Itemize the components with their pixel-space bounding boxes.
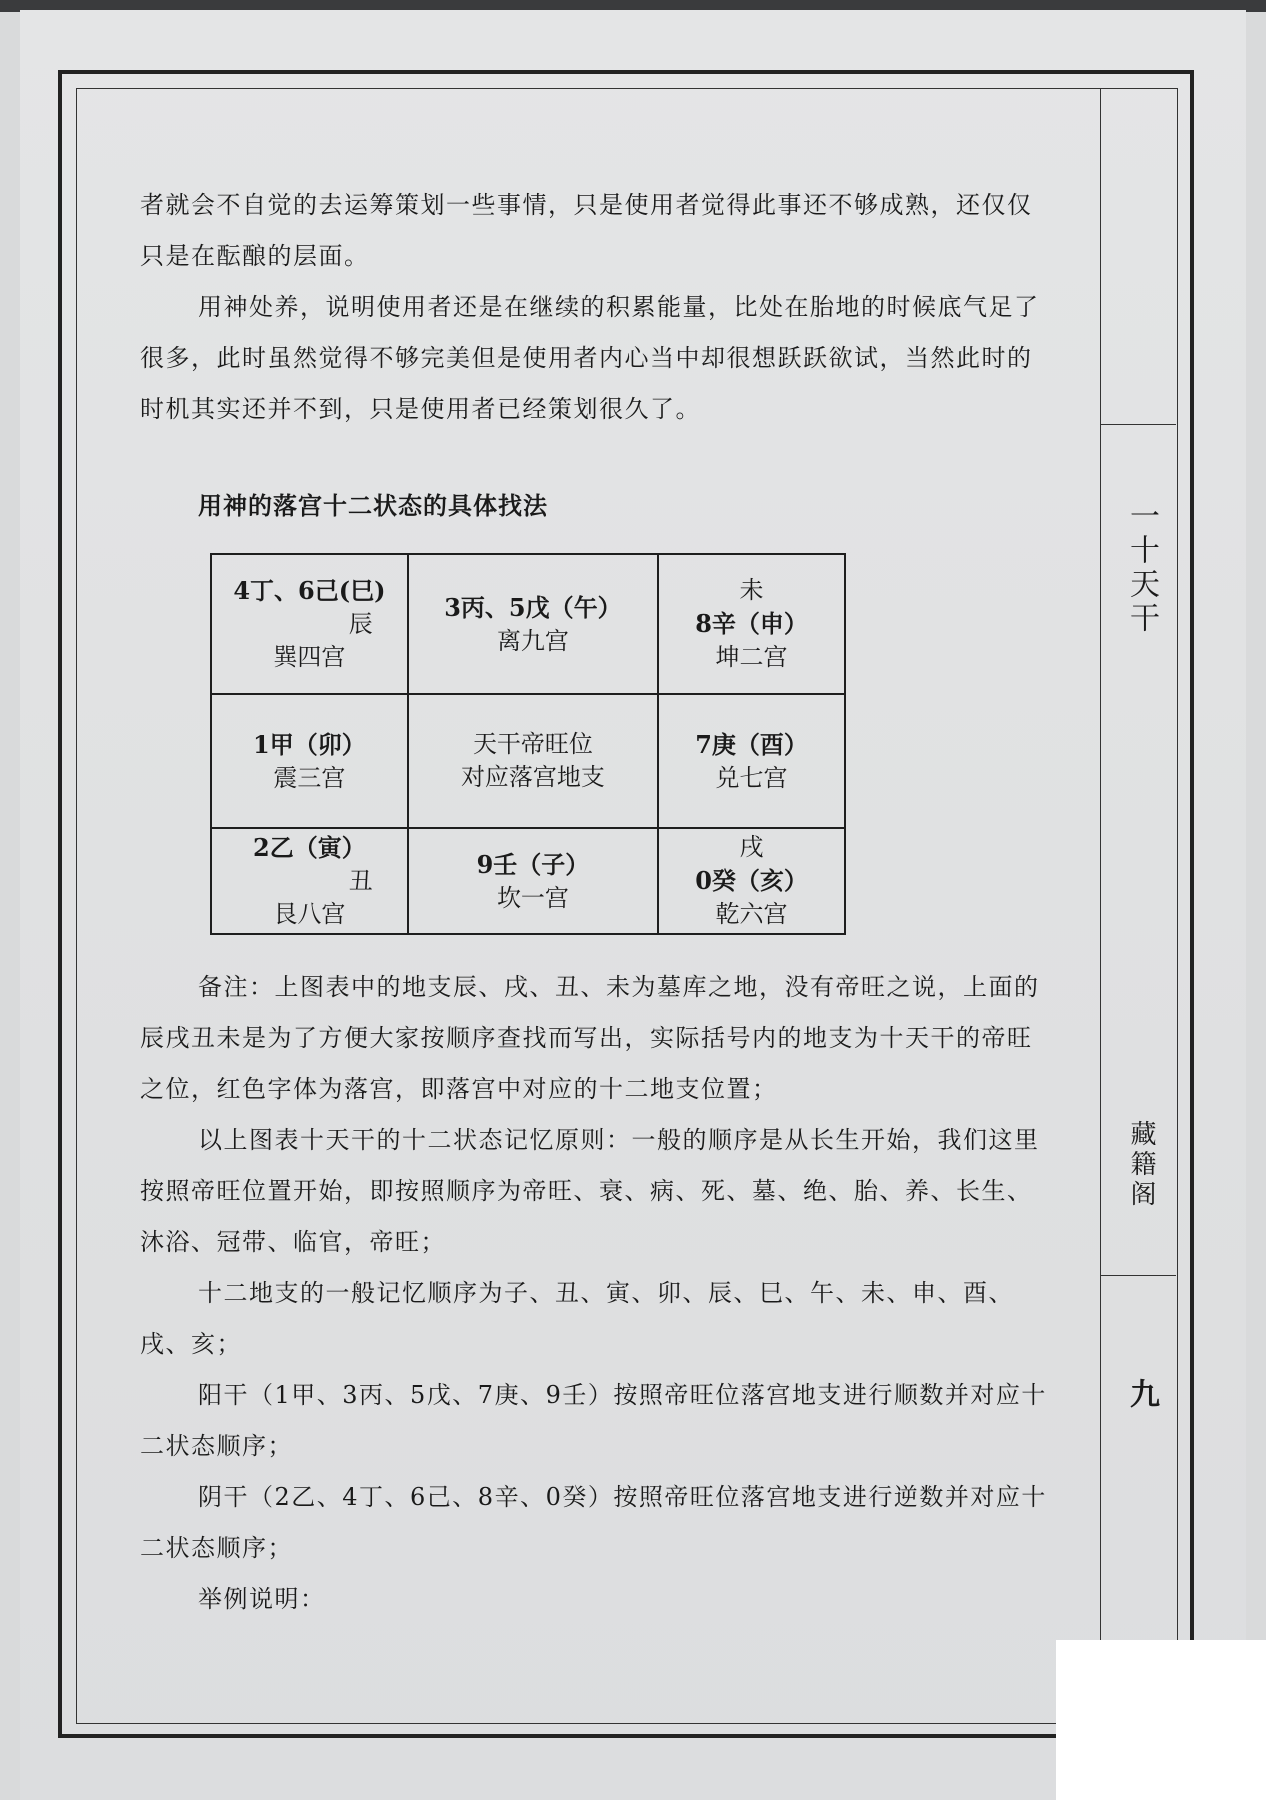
cell-line: 坎一宫 xyxy=(496,883,569,912)
paragraph: 者就会不自觉的去运筹策划一些事情，只是使用者觉得此事还不够成熟，还仅仅只是在酝酿的层面。 xyxy=(140,191,1033,270)
publisher-name: 藏籍阁 xyxy=(1126,1120,1156,1210)
cell-line: 辰 xyxy=(348,610,373,638)
side-column xyxy=(1100,88,1177,1722)
paragraph: 举例说明： xyxy=(198,1585,326,1613)
cell-li-palace xyxy=(408,554,658,694)
cell-line: 兑七宫 xyxy=(715,763,788,792)
chapter-title: 一十天干 xyxy=(1124,500,1159,636)
paragraph: 十二地支的一般记忆顺序为子、丑、寅、卯、辰、巳、午、未、申、酉、戌、亥； xyxy=(140,1279,1014,1358)
cell-qian-palace xyxy=(658,828,845,934)
cell-line: 戌 xyxy=(739,833,764,861)
cell-line: 0癸（亥） xyxy=(695,866,808,895)
cell-line: 天干帝旺位 xyxy=(472,730,593,758)
cell-line: 巽四宫 xyxy=(273,643,346,671)
cell-line: 9壬（子） xyxy=(476,849,590,879)
cell-line: 丑 xyxy=(348,867,373,895)
cell-line: 震三宫 xyxy=(273,763,346,792)
cell-line: 4丁、6己(巳) xyxy=(233,576,386,605)
cell-xun-palace xyxy=(211,554,408,694)
cell-center xyxy=(408,694,658,828)
page-number: 九 xyxy=(1124,1378,1159,1412)
cell-line: 未 xyxy=(739,576,764,604)
paragraph: 备注：上图表中的地支辰、戌、丑、未为墓库之地，没有帝旺之说，上面的辰戌丑未是为了方便大家按顺序查找而写出，实际括号内的地支为十天干的帝旺之位，红色字体为落宫，即落宫中对应的十二地支位置； xyxy=(140,973,1040,1103)
paragraph: 用神处养，说明使用者还是在继续的积累能量，比处在胎地的时候底气足了很多，此时虽然觉得不够完美但是使用者内心当中却很想跃跃欲试，当然此时的时机其实还并不到，只是使用者已经策划很久了。 xyxy=(140,293,1040,423)
cell-line: 8辛（申） xyxy=(695,609,808,638)
cell-zhen-palace xyxy=(211,694,408,828)
paragraph: 以上图表十天干的十二状态记忆原则：一般的顺序是从长生开始，我们这里按照帝旺位置开始，即按照顺序为帝旺、衰、病、死、墓、绝、胎、养、长生、沐浴、冠带、临官，帝旺； xyxy=(140,1126,1040,1256)
body-text-top xyxy=(140,180,1050,435)
cell-line: 乾六宫 xyxy=(715,900,788,928)
side-divider-1 xyxy=(1100,424,1176,425)
cell-line: 离九宫 xyxy=(496,626,569,655)
scan-corner xyxy=(1056,1640,1266,1800)
cell-gen-palace xyxy=(211,828,408,934)
cell-line: 对应落宫地支 xyxy=(460,763,605,791)
paragraph: 阳干（1甲、3丙、5戊、7庚、9壬）按照帝旺位落宫地支进行顺数并对应十二状态顺序； xyxy=(140,1381,1047,1460)
section-heading: 用神的落宫十二状态的具体找法 xyxy=(198,491,548,520)
palace-table xyxy=(210,553,846,935)
cell-line: 坤二宫 xyxy=(715,643,788,671)
cell-line: 艮八宫 xyxy=(273,900,346,928)
cell-line: 1甲（卯） xyxy=(253,729,366,759)
cell-line: 2乙（寅） xyxy=(253,833,366,862)
side-divider-2 xyxy=(1100,1275,1176,1276)
cell-line: 3丙、5戊（午） xyxy=(444,592,622,622)
cell-kun-palace xyxy=(658,554,845,694)
body-text-bottom xyxy=(140,962,1050,1625)
cell-line: 7庚（酉） xyxy=(695,729,808,759)
cell-kan-palace xyxy=(408,828,658,934)
cell-dui-palace xyxy=(658,694,845,828)
paragraph: 阴干（2乙、4丁、6己、8辛、0癸）按照帝旺位落宫地支进行逆数并对应十二状态顺序； xyxy=(140,1483,1047,1562)
